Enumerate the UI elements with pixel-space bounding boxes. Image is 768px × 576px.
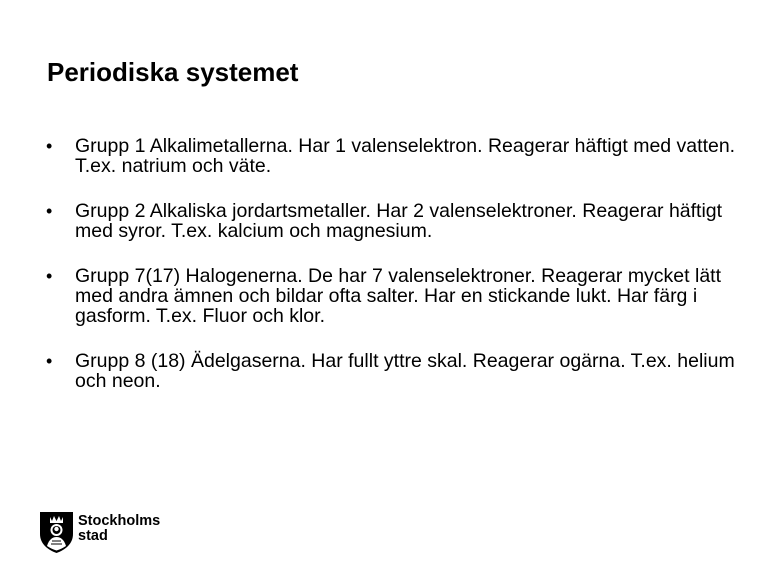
stockholm-crest-icon (39, 510, 74, 554)
bullet-item (46, 266, 736, 326)
bullet-list (46, 136, 736, 416)
bullet-marker: • (46, 201, 53, 221)
bullet-text: Grupp 7(17) Halogenerna. De har 7 valenselektroner. Reagerar mycket lätt med andra ämnen och bildar ofta salter. Har en stickande lukt. Har färg i gasform. T.ex. Fluor och klor. (75, 265, 722, 327)
logo-line-1: Stockholms (78, 513, 161, 529)
bullet-marker: • (46, 266, 53, 286)
bullet-text: Grupp 1 Alkalimetallerna. Har 1 valenselektron. Reagerar häftigt med vatten. T.ex. natrium och väte. (75, 135, 736, 177)
bullet-item (46, 201, 736, 241)
bullet-item (46, 351, 736, 391)
bullet-item (46, 136, 736, 176)
slide-title: Periodiska systemet (47, 57, 299, 87)
bullet-text: Grupp 8 (18) Ädelgaserna. Har fullt yttre skal. Reagerar ogärna. T.ex. helium och neon. (75, 350, 735, 392)
stockholms-stad-logo (39, 508, 179, 556)
bullet-marker: • (46, 351, 53, 371)
logo-wordmark (78, 514, 160, 543)
bullet-text: Grupp 2 Alkaliska jordartsmetaller. Har 2 valenselektroner. Reagerar häftigt med syror. T.ex. kalcium och magnesium. (75, 200, 723, 242)
bullet-marker: • (46, 136, 53, 156)
logo-line-2: stad (78, 527, 108, 544)
